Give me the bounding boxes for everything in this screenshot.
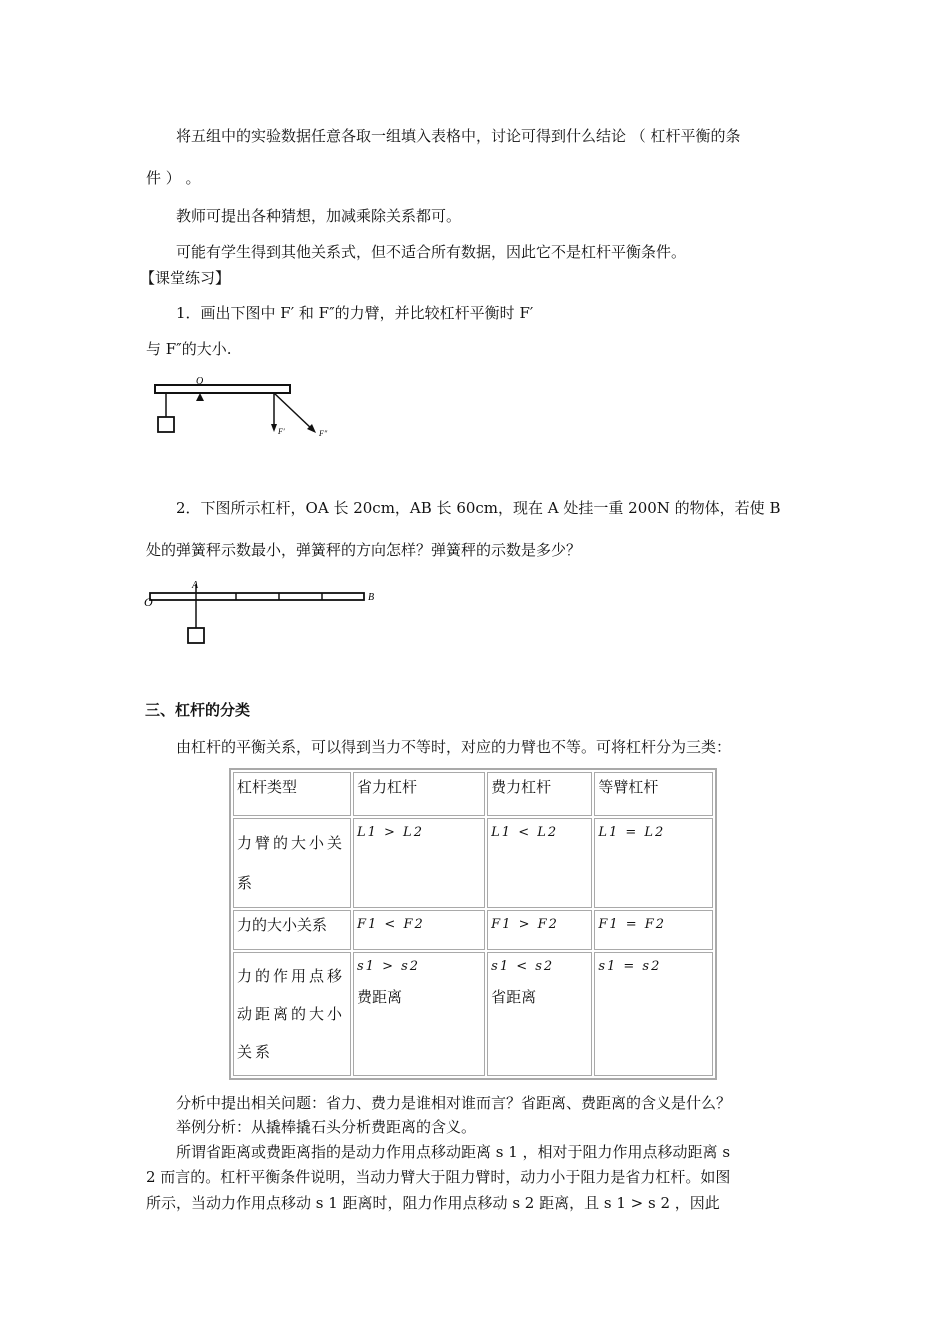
- table-row: [233, 910, 713, 950]
- section-3-title: 三、杠杆的分类: [145, 701, 251, 719]
- header-cell: 费力杠杆: [487, 772, 592, 816]
- header-cell: 杠杆类型: [233, 772, 351, 816]
- question-2-line2: 处的弹簧秤示数最小，弹簧秤的方向怎样？弹簧秤的示数是多少？: [146, 541, 582, 559]
- paragraph-conclusion-line2: 件 ） 。: [146, 169, 201, 187]
- label-o: O: [144, 595, 153, 609]
- table-cell: s1 < s2 省距离: [487, 952, 592, 1076]
- fulcrum-icon: [196, 393, 204, 401]
- paragraph-distance-line1: 所谓省距离或费距离指的是动力作用点移动距离 s 1 ，相对于阻力作用点移动距离 s: [176, 1143, 731, 1161]
- exercise-heading: 【课堂练习】: [140, 269, 231, 287]
- label-f2: F″: [319, 429, 328, 438]
- section-3-intro: 由杠杆的平衡关系，可以得到当力不等时，对应的力臂也不等。可将杠杆分为三类：: [176, 738, 732, 756]
- question-2-line1: 2．下图所示杠杆，OA 长 20cm，AB 长 60cm，现在 A 处挂一重 200N 的物体，若使 B: [176, 499, 781, 517]
- row-label: 力臂的大小关系: [233, 818, 351, 908]
- table-cell: F1 = F2: [594, 910, 713, 950]
- row-label: 力的大小关系: [233, 910, 351, 950]
- table-cell: L1 > L2: [353, 818, 485, 908]
- label-f1: F′: [278, 427, 285, 436]
- force-f1-arrowhead: [271, 424, 277, 432]
- table-row: [233, 952, 713, 1076]
- lever-beam: [155, 385, 290, 393]
- weight-block: [188, 628, 204, 643]
- lever-classification-table: [229, 768, 717, 1080]
- header-cell: 省力杠杆: [353, 772, 485, 816]
- paragraph-example: 举例分析：从撬棒撬石头分析费距离的含义。: [176, 1118, 477, 1136]
- table-header-row: [233, 772, 713, 816]
- paragraph-other-relations: 可能有学生得到其他关系式，但不适合所有数据，因此它不是杠杆平衡条件。: [176, 243, 687, 261]
- table-cell: F1 < F2: [353, 910, 485, 950]
- label-b: B: [368, 592, 375, 603]
- paragraph-conclusion-line1: 将五组中的实验数据任意各取一组填入表格中，讨论可得到什么结论 （ 杠杆平衡的条: [176, 127, 741, 145]
- paragraph-distance-line3: 所示，当动力作用点移动 s 1 距离时，阻力作用点移动 s 2 距离，且 s 1 > s 2 ，因此: [146, 1194, 720, 1212]
- label-o: O: [196, 376, 204, 387]
- label-a: A: [192, 580, 199, 591]
- question-1-line1: 1．画出下图中 F′ 和 F″的力臂，并比较杠杆平衡时 F′: [176, 304, 534, 322]
- table-cell: s1 > s2 费距离: [353, 952, 485, 1076]
- figure-lever-forces: [150, 372, 340, 462]
- force-f2-line: [274, 393, 313, 430]
- table-row: [233, 818, 713, 908]
- table-cell: L1 = L2: [594, 818, 713, 908]
- table-cell: L1 < L2: [487, 818, 592, 908]
- question-1-line2: 与 F″的大小.: [146, 340, 232, 358]
- figure-lever-oab: [144, 578, 384, 658]
- paragraph-teacher-guess: 教师可提出各种猜想，加减乘除关系都可。: [176, 207, 462, 225]
- table-cell: s1 = s2: [594, 952, 713, 1076]
- header-cell: 等臂杠杆: [594, 772, 713, 816]
- row-label: 力的作用点移动距离的大小关系: [233, 952, 351, 1076]
- lever-beam: [150, 593, 364, 600]
- weight-block: [158, 417, 174, 432]
- table-cell: F1 > F2: [487, 910, 592, 950]
- paragraph-analysis-question: 分析中提出相关问题：省力、费力是谁相对谁而言？省距离、费距离的含义是什么？: [176, 1094, 732, 1112]
- paragraph-distance-line2: 2 而言的。杠杆平衡条件说明，当动力臂大于阻力臂时，动力小于阻力是省力杠杆。如图: [146, 1168, 731, 1186]
